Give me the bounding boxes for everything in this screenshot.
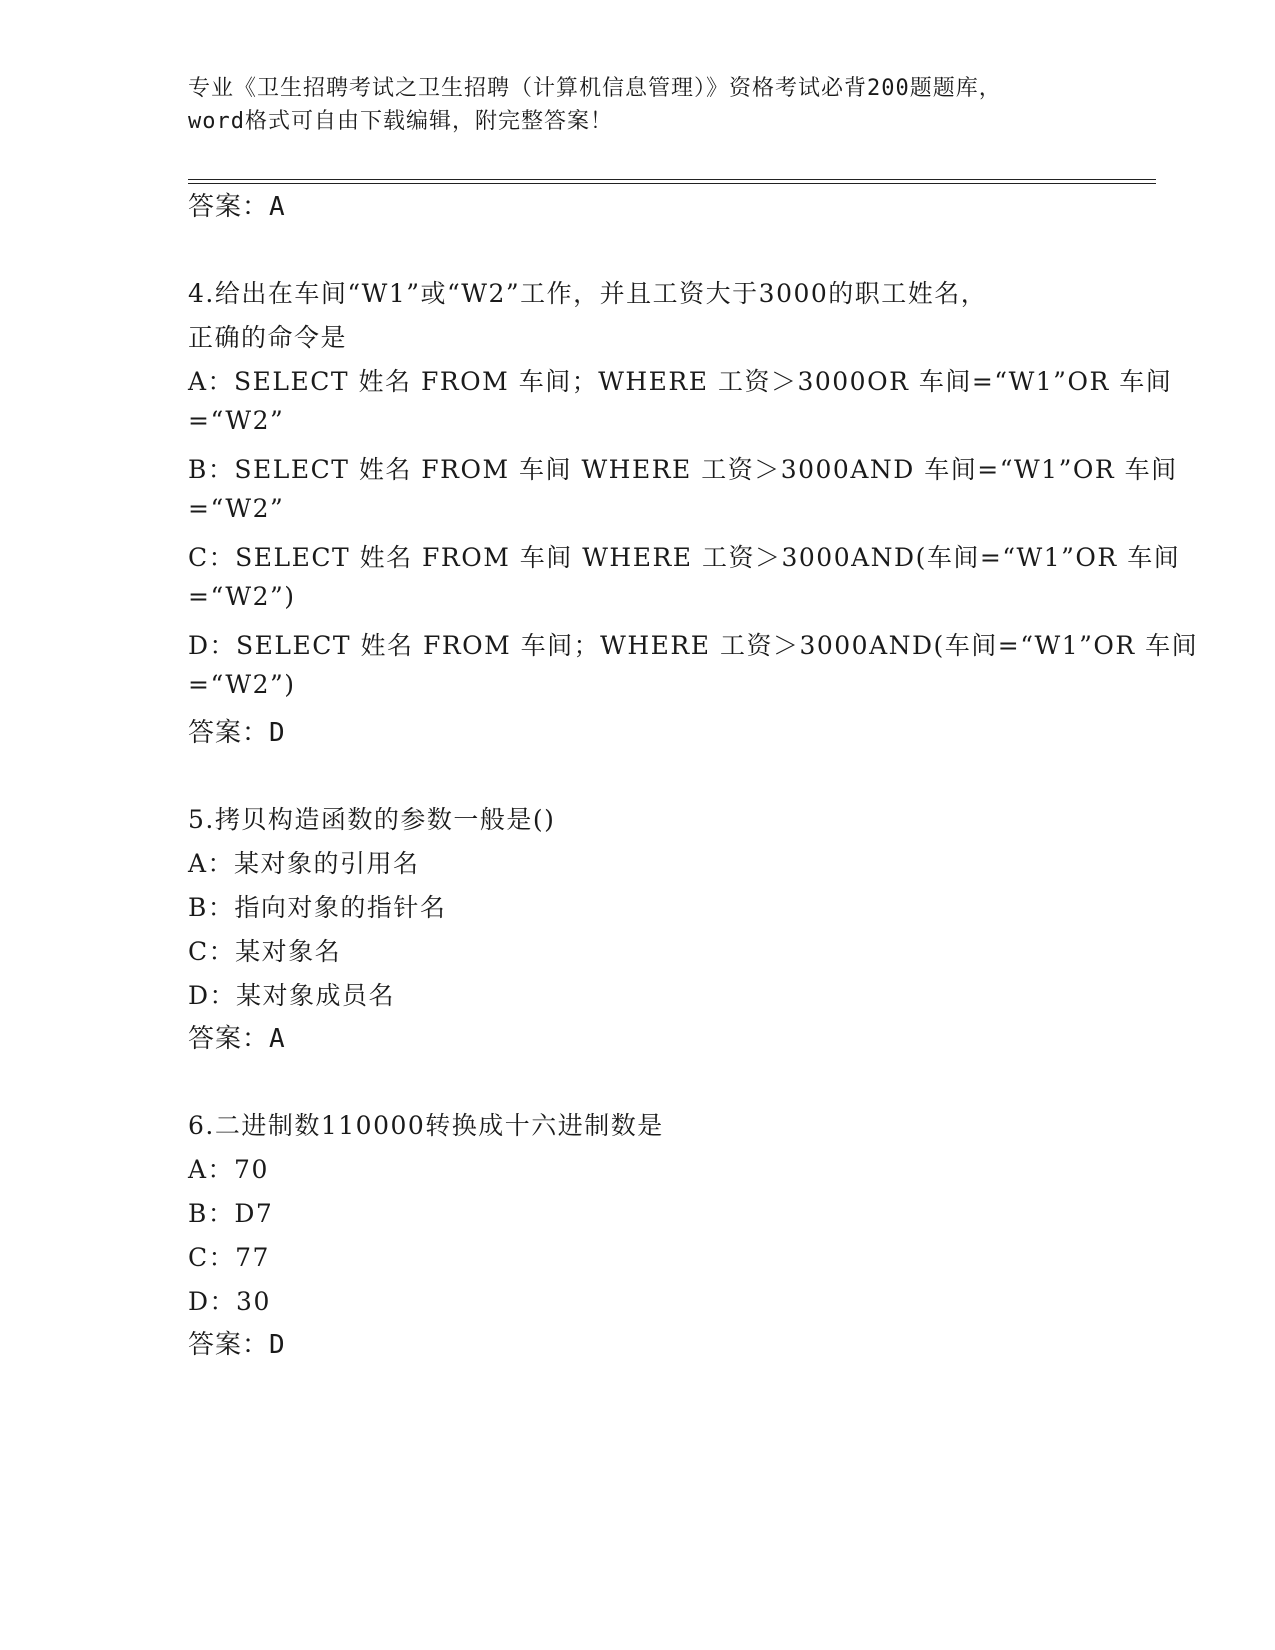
- question-5-option-d: D：某对象成员名: [188, 981, 396, 1010]
- question-5-stem: 5.拷贝构造函数的参数一般是(): [188, 805, 556, 834]
- question-4-answer: [188, 712, 286, 749]
- document-header: [188, 72, 1088, 138]
- question-4-stem-continued: 正确的命令是: [188, 323, 348, 352]
- question-4-option-d-continued: =“W2”): [188, 670, 296, 699]
- question-4-option-b: B：SELECT 姓名 FROM 车间 WHERE 工资＞3000AND 车间=“W1”OR 车间: [188, 455, 1178, 484]
- answer-label: 答案：: [188, 192, 270, 222]
- question-5-answer: [188, 1018, 286, 1055]
- answer-label: 答案：: [188, 718, 270, 748]
- question-6-stem: 6.二进制数110000转换成十六进制数是: [188, 1111, 664, 1140]
- question-5-option-a: A：某对象的引用名: [188, 849, 420, 878]
- answer-label: 答案：: [188, 1330, 270, 1360]
- answer-value: D: [269, 718, 286, 748]
- question-4-stem: 4.给出在车间“W1”或“W2”工作，并且工资大于3000的职工姓名，: [188, 279, 988, 308]
- question-4-option-c-continued: =“W2”): [188, 582, 296, 611]
- question-4-option-b-continued: =“W2”: [188, 494, 285, 523]
- question-4-option-c: C：SELECT 姓名 FROM 车间 WHERE 工资＞3000AND(车间=“W1”OR 车间: [188, 543, 1181, 572]
- question-6-option-d: D：30: [188, 1287, 271, 1316]
- header-divider-thick: [188, 183, 1156, 184]
- question-6-option-c: C：77: [188, 1243, 270, 1272]
- header-title-line-1: 专业《卫生招聘考试之卫生招聘（计算机信息管理）》资格考试必背200题题库，: [188, 76, 1002, 101]
- question-4-option-a-continued: =“W2”: [188, 406, 285, 435]
- answer-value: A: [269, 1024, 286, 1054]
- question-6-answer: [188, 1324, 286, 1361]
- answer-value: D: [269, 1330, 286, 1360]
- header-divider-thin: [188, 179, 1156, 180]
- question-5-option-c: C：某对象名: [188, 937, 342, 966]
- question-5-option-b: B：指向对象的指针名: [188, 893, 447, 922]
- answer-label: 答案：: [188, 1024, 270, 1054]
- answer-line-prev: [188, 186, 286, 223]
- answer-value: A: [269, 192, 286, 222]
- question-4-option-d: D：SELECT 姓名 FROM 车间；WHERE 工资＞3000AND(车间=“W1”OR 车间: [188, 631, 1199, 660]
- question-4-option-a: A：SELECT 姓名 FROM 车间；WHERE 工资＞3000OR 车间=“W1”OR 车间: [188, 367, 1173, 396]
- question-6-option-b: B：D7: [188, 1199, 274, 1228]
- question-6-option-a: A：70: [188, 1155, 269, 1184]
- header-title-line-2: word格式可自由下载编辑，附完整答案！: [188, 109, 613, 134]
